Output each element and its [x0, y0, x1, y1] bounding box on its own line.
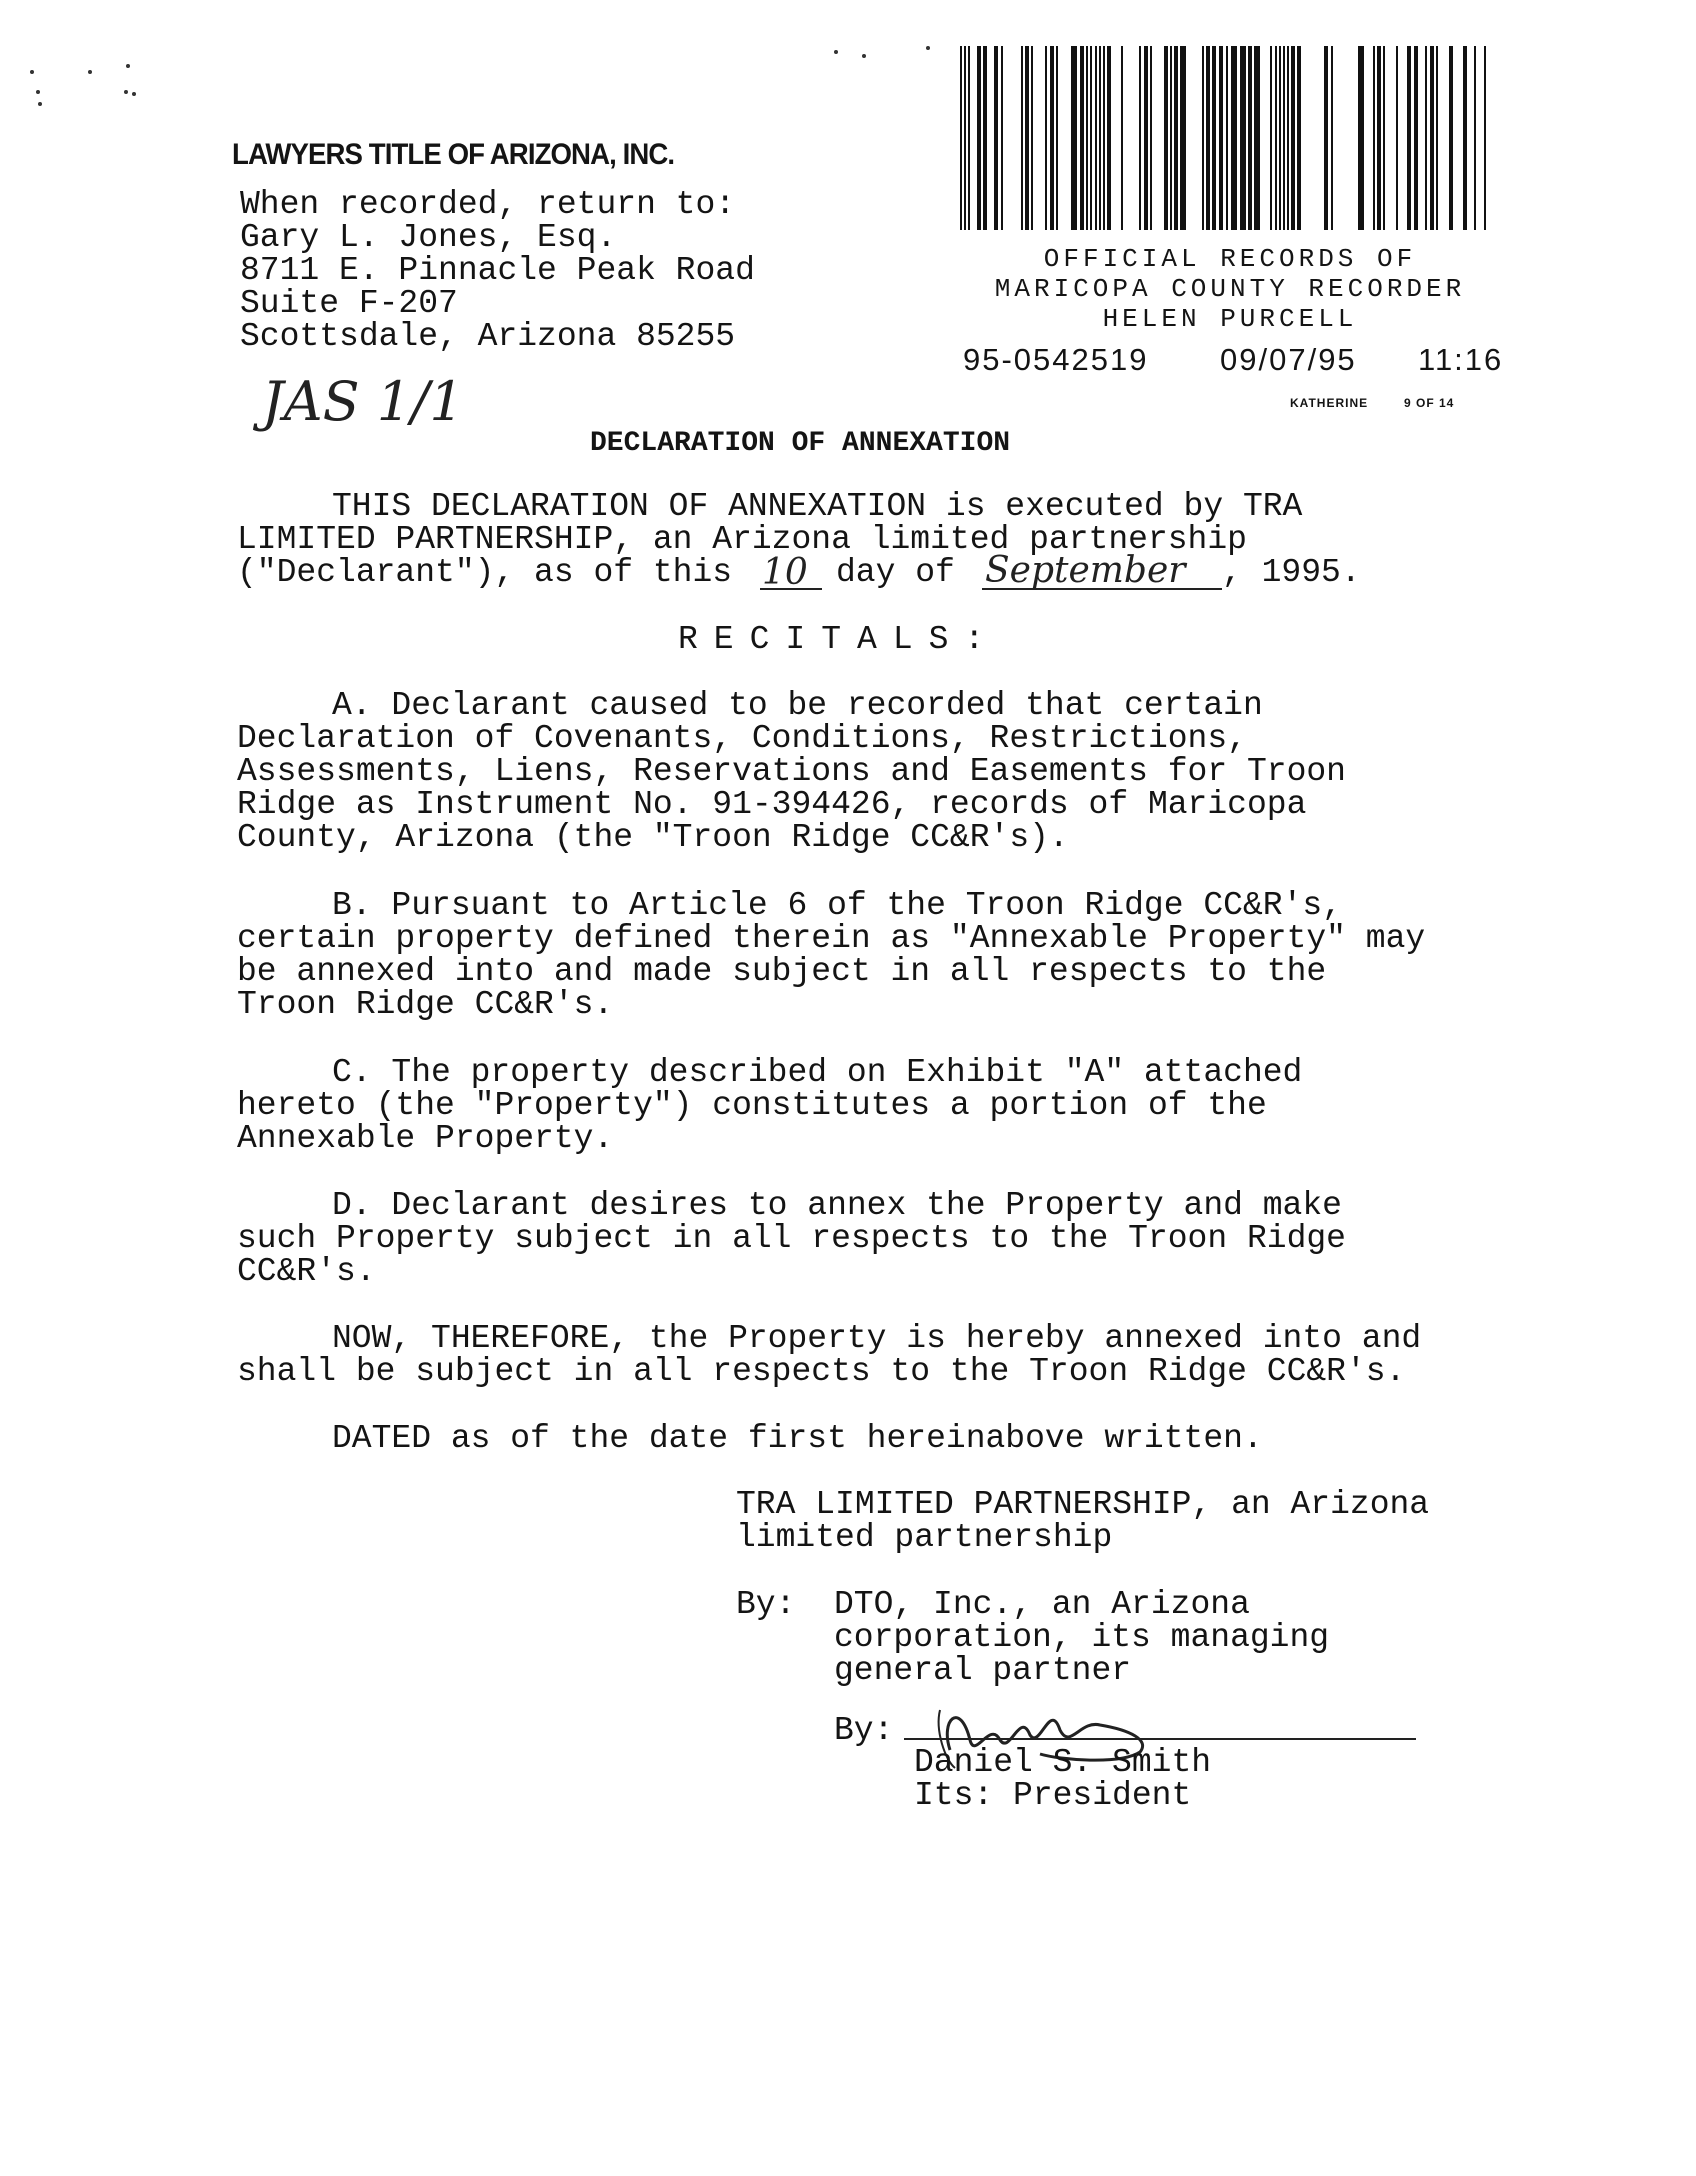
- recital-b-line: be annexed into and made subject in all respects to the: [237, 953, 1327, 990]
- signer-name: Daniel S. Smith: [914, 1744, 1212, 1781]
- company-name: LAWYERS TITLE OF ARIZONA, INC.: [232, 138, 675, 171]
- partner-line-2: corporation, its managing: [834, 1619, 1330, 1656]
- recital-c-line: hereto (the "Property") constitutes a portion of the: [237, 1087, 1267, 1124]
- return-suite: Suite F-207: [240, 285, 458, 322]
- return-label: When recorded, return to:: [240, 186, 736, 223]
- dated-clause: DATED as of the date first hereinabove written.: [332, 1420, 1263, 1457]
- intro-line-1: THIS DECLARATION OF ANNEXATION is executed by TRA: [332, 488, 1303, 525]
- recital-c: [237, 1056, 1467, 1155]
- scan-speck: [862, 54, 866, 58]
- by2-label: By:: [834, 1712, 894, 1749]
- signer-title: Its: President: [914, 1777, 1192, 1814]
- recital-a-line: Assessments, Liens, Reservations and Easements for Troon: [237, 753, 1346, 790]
- recital-a-line: Ridge as Instrument No. 91-394426, records of Maricopa: [237, 786, 1307, 823]
- now-therefore-clause: [237, 1322, 1467, 1388]
- recital-d: [237, 1189, 1467, 1288]
- recital-b: [237, 889, 1467, 1021]
- intro-line-3-end: , 1995.: [1222, 554, 1361, 591]
- return-address-block: [240, 188, 755, 353]
- recital-b-line: Troon Ridge CC&R's.: [237, 986, 614, 1023]
- handwritten-month: September: [985, 550, 1186, 591]
- partner-line-1: DTO, Inc., an Arizona: [834, 1586, 1250, 1623]
- intro-line-3-mid: day of: [836, 554, 955, 591]
- scan-speck: [926, 46, 930, 50]
- document-title: DECLARATION OF ANNEXATION: [590, 428, 1011, 459]
- return-street: 8711 E. Pinnacle Peak Road: [240, 252, 755, 289]
- recital-c-line: C. The property described on Exhibit "A" attached: [332, 1054, 1303, 1091]
- return-city: Scottsdale, Arizona 85255: [240, 318, 736, 355]
- intro-line-3-start: ("Declarant"), as of this: [237, 554, 733, 591]
- recorder-name: HELEN PURCELL: [1102, 304, 1358, 334]
- office-line-2: MARICOPA COUNTY RECORDER: [994, 274, 1466, 304]
- recording-office-block: [950, 244, 1510, 334]
- recital-d-line: such Property subject in all respects to the Troon Ridge: [237, 1220, 1346, 1257]
- recital-a: [237, 689, 1467, 854]
- scan-speck: [88, 70, 92, 74]
- recital-b-line: B. Pursuant to Article 6 of the Troon Ridge CC&R's,: [332, 887, 1342, 924]
- handwritten-day: 10: [762, 552, 808, 593]
- scan-speck: [126, 64, 130, 68]
- scan-speck: [30, 70, 34, 74]
- recording-page-info: 9 OF 14: [1404, 396, 1455, 410]
- entity-line-1: TRA LIMITED PARTNERSHIP, an Arizona: [736, 1486, 1430, 1523]
- return-name: Gary L. Jones, Esq.: [240, 219, 617, 256]
- scan-speck: [124, 90, 128, 94]
- recording-date: 09/07/95: [1220, 342, 1357, 377]
- recital-d-line: CC&R's.: [237, 1253, 376, 1290]
- partner-line-3: general partner: [834, 1652, 1132, 1689]
- scan-speck: [38, 102, 42, 106]
- scan-speck: [834, 50, 838, 54]
- recitals-heading: RECITALS:: [678, 621, 1001, 658]
- scan-speck: [36, 90, 40, 94]
- now-therefore-line: NOW, THEREFORE, the Property is hereby annexed into and: [332, 1320, 1422, 1357]
- office-line-1: OFFICIAL RECORDS OF: [1043, 244, 1417, 274]
- recording-clerk: KATHERINE: [1290, 396, 1369, 410]
- handwritten-initials: JAS 1/1: [262, 370, 464, 433]
- instrument-number: 95-0542519: [963, 342, 1149, 377]
- recital-a-line: Declaration of Covenants, Conditions, Restrictions,: [237, 720, 1247, 757]
- intro-line-2: LIMITED PARTNERSHIP, an Arizona limited partnership: [237, 521, 1247, 558]
- recital-c-line: Annexable Property.: [237, 1120, 614, 1157]
- recital-b-line: certain property defined therein as "Annexable Property" may: [237, 920, 1426, 957]
- recording-time: 11:16: [1418, 342, 1504, 377]
- entity-line-2: limited partnership: [736, 1519, 1113, 1556]
- recital-a-line: A. Declarant caused to be recorded that certain: [332, 687, 1263, 724]
- recital-a-line: County, Arizona (the "Troon Ridge CC&R's).: [237, 819, 1069, 856]
- barcode-image: [960, 46, 1492, 230]
- scan-speck: [132, 92, 136, 96]
- now-therefore-line: shall be subject in all respects to the Troon Ridge CC&R's.: [237, 1353, 1406, 1390]
- recital-d-line: D. Declarant desires to annex the Property and make: [332, 1187, 1342, 1224]
- by-label: By:: [736, 1586, 796, 1623]
